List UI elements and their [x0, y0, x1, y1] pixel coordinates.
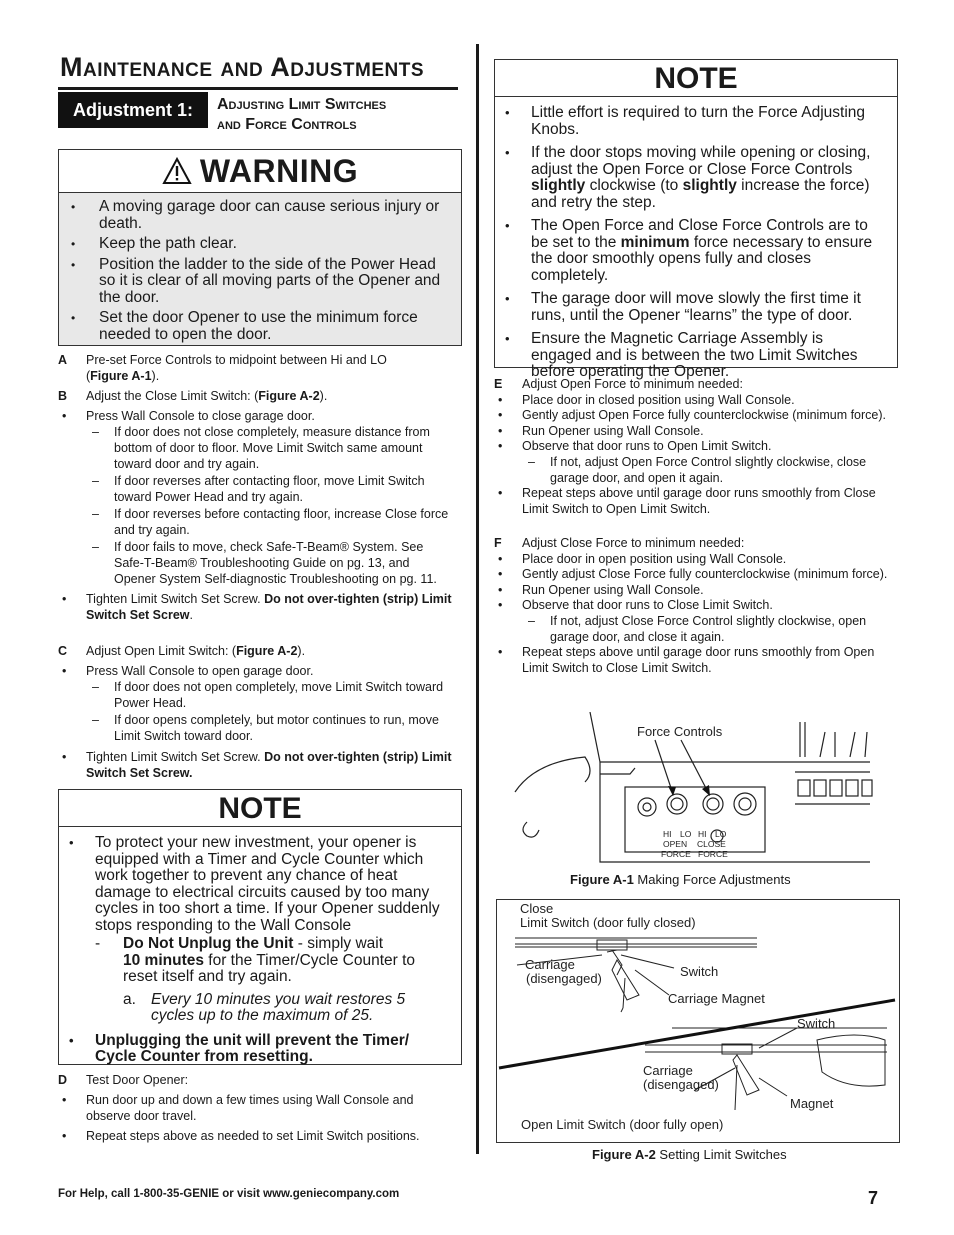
step-e — [494, 377, 889, 517]
note-text: force necessary to ensure the door smoothly opens fully and closes completely. — [531, 233, 873, 284]
bullet-bold: Do not over-tighten (strip) Limit Switch Set Screw — [86, 592, 452, 622]
adjustment-title — [217, 95, 386, 135]
warning-header — [59, 150, 461, 193]
figure-number: Figure A-2 — [592, 1147, 656, 1162]
figure-ref: Figure A-1 — [90, 369, 152, 383]
close-limit-label: Close — [520, 901, 554, 916]
switch-label: Switch — [680, 964, 719, 979]
note-box-left — [58, 789, 462, 1065]
step-letter: B — [58, 389, 68, 403]
step-f-bullet: • Place door in open position using Wall Console. — [522, 552, 889, 568]
note-bold: 10 minutes — [123, 951, 204, 969]
warning-title: WARNING — [199, 152, 359, 189]
step-c — [58, 643, 453, 781]
note-text: increase the force) and retry the step. — [531, 177, 870, 211]
step-f-bullet: • Run Opener using Wall Console. — [522, 583, 889, 599]
step-letter: E — [494, 377, 503, 391]
page-number: 7 — [868, 1188, 879, 1208]
warning-item: • A moving garage door can cause serious injury or death. — [99, 199, 451, 232]
figure-caption-text: Setting Limit Switches — [655, 1147, 787, 1162]
step-f-bullet: • Observe that door runs to Close Limit Switch. — [522, 598, 889, 614]
warning-item: • Position the ladder to the side of the Power Head so it is clear of all moving parts of the Opener and the door. — [99, 257, 451, 307]
step-b-bullet — [86, 591, 453, 623]
step-c-bullet — [86, 749, 453, 781]
adjustment-badge: Adjustment 1: — [58, 92, 208, 128]
note-bold: slightly — [682, 177, 737, 194]
bullet-text: Tighten Limit Switch Set Screw. — [86, 750, 265, 764]
note-bold: minimum — [620, 233, 690, 251]
step-e-bullet: • Repeat steps above until garage door runs smoothly from Close Limit Switch to Open Limit Switch. — [522, 486, 889, 517]
note-sub-text: Every 10 minutes you wait restores 5 cycles up to the maximum of 25. — [151, 990, 406, 1024]
note-item — [531, 218, 883, 284]
step-f-dash: – If not, adjust Close Force Control slightly clockwise, open garage door, and close it again. — [550, 614, 889, 645]
note-text: If the door stops moving while opening or closing, adjust the Open Force or Close Force Controls — [531, 144, 871, 178]
bullet-text: Tighten Limit Switch Set Screw. — [86, 592, 265, 606]
note-item: • Ensure the Magnetic Carriage Assembly is engaged and is between the two Limit Switches before operating the Opener. — [531, 331, 883, 381]
hi-label: HI — [698, 829, 707, 839]
note-bold: Do Not Unplug the Unit — [123, 935, 294, 952]
period: . — [189, 608, 193, 622]
step-d-bullet: • Run door up and down a few times using Wall Console and observe door travel. — [86, 1092, 453, 1124]
carriage-label: (disengaged) — [526, 971, 602, 986]
carriage-label: Carriage — [525, 957, 575, 972]
bullet-bold: Do not over-tighten (strip) Limit Switch Set Screw. — [86, 750, 452, 780]
note-item: • Unplugging the unit will prevent the Timer/ Cycle Counter from resetting. — [95, 1033, 447, 1066]
note-title: NOTE — [495, 60, 897, 97]
section-title: Maintenance and Adjustments — [60, 52, 424, 82]
open-force-label: FORCE — [661, 849, 691, 859]
warning-item: • Keep the path clear. — [99, 236, 451, 253]
note-item: • The garage door will move slowly the first time it runs, until the Opener “learns” the type of door. — [531, 291, 883, 324]
adjustment-title-line1: Adjusting Limit Switches — [217, 96, 387, 113]
step-letter: A — [58, 353, 68, 367]
step-e-bullet: • Observe that door runs to Open Limit Switch. — [522, 439, 889, 455]
step-b-bullet: • Press Wall Console to close garage door. — [86, 408, 453, 424]
figure-a2-caption — [592, 1147, 787, 1162]
note-text: clockwise (to — [585, 177, 683, 194]
paren: ). — [151, 369, 160, 383]
footer-help-text: For Help, call 1-800-35-GENIE or visit www.geniecompany.com — [58, 1188, 400, 1200]
carriage-label: Carriage — [643, 1063, 693, 1078]
note-bold: slightly — [531, 177, 586, 194]
close-limit-label: Limit Switch (door fully closed) — [520, 915, 696, 930]
note-text: for the Timer/Cycle Counter to reset itself and try again. — [123, 951, 416, 985]
warning-triangle-icon — [162, 157, 192, 185]
step-f — [494, 536, 889, 676]
paren: ). — [319, 389, 328, 403]
magnet-label: Magnet — [790, 1096, 834, 1111]
step-d-bullet: • Repeat steps above as needed to set Limit Switch positions. — [86, 1128, 453, 1144]
step-d-text: Test Door Opener: — [86, 1073, 189, 1087]
column-divider — [476, 44, 479, 1154]
warning-item: • Set the door Opener to use the minimum force needed to open the door. — [99, 310, 451, 343]
figure-ref: Figure A-2 — [236, 644, 298, 658]
dash: - — [95, 935, 101, 952]
limit-switch-illustration — [497, 900, 897, 1140]
step-letter: C — [58, 644, 68, 658]
step-b-dash: – If door fails to move, check Safe-T-Beam® System. See Safe-T-Beam® Troubleshooting Guide on pg. 13, and Opener System Self-diagnostic Troubleshooting on pg. 11. — [114, 539, 453, 587]
step-f-text: Adjust Close Force to minimum needed: — [522, 536, 745, 550]
lo-label: LO — [715, 829, 727, 839]
note-box-right — [494, 59, 898, 380]
force-controls-label: Force Controls — [637, 724, 723, 739]
carriage-label: (disengaged) — [643, 1077, 719, 1092]
note-item: • To protect your new investment, your opener is equipped with a Timer and Cycle Counter which work together to prevent any chance of heat damage to electrical circuits caused by too many cycles in too short a time. If your Opener suddenly stops responding to the Wall Console — [95, 835, 447, 934]
note-item — [531, 145, 883, 211]
sub-letter: a. — [123, 990, 136, 1008]
note-title: NOTE — [59, 790, 461, 827]
step-b-dash: – If door does not close completely, measure distance from bottom of door to floor. Move Limit Switch same amount toward door and try again. — [114, 424, 453, 472]
paren: ( — [86, 369, 91, 383]
close-force-label: FORCE — [698, 849, 728, 859]
step-b — [58, 388, 453, 623]
step-c-bullet: • Press Wall Console to open garage door. — [86, 663, 453, 679]
figure-ref: Figure A-2 — [258, 389, 320, 403]
note-dash-item — [95, 935, 447, 986]
figure-number: Figure A-1 — [570, 872, 634, 887]
title-rule — [58, 87, 458, 90]
step-a-text: Pre-set Force Controls to midpoint between Hi and LO — [86, 353, 387, 367]
warning-list — [59, 193, 461, 343]
switch-label: Switch — [797, 1016, 836, 1031]
lo-label: LO — [680, 829, 692, 839]
note-sub-item — [123, 990, 447, 1025]
step-c-text: Adjust Open Limit Switch: ( — [86, 644, 237, 658]
step-a — [58, 352, 453, 384]
force-controls-illustration — [505, 712, 875, 867]
step-c-dash: – If door does not open completely, move Limit Switch toward Power Head. — [114, 679, 453, 711]
step-e-dash: – If not, adjust Open Force Control slightly clockwise, close garage door, and open it again. — [550, 455, 889, 486]
figure-caption-text: Making Force Adjustments — [633, 872, 791, 887]
step-b-dash: – If door reverses after contacting floor, move Limit Switch toward Power Head and try again. — [114, 473, 453, 505]
step-e-text: Adjust Open Force to minimum needed: — [522, 377, 743, 391]
warning-box — [58, 149, 462, 346]
note-text: - simply wait — [293, 935, 384, 952]
step-letter: F — [494, 536, 502, 550]
figure-a1-caption — [570, 872, 791, 887]
open-limit-label: Open Limit Switch (door fully open) — [521, 1117, 724, 1132]
step-d — [58, 1072, 453, 1144]
carriage-magnet-label: Carriage Magnet — [668, 991, 765, 1006]
paren: ). — [297, 644, 306, 658]
step-f-bullet: • Gently adjust Close Force fully counterclockwise (minimum force). — [522, 567, 889, 583]
step-e-bullet: • Gently adjust Open Force fully counterclockwise (minimum force). — [522, 408, 889, 424]
step-f-bullet: • Repeat steps above until garage door runs smoothly from Open Limit Switch to Close Limit Switch. — [522, 645, 889, 676]
note-item: • Little effort is required to turn the Force Adjusting Knobs. — [531, 105, 883, 138]
adjustment-title-line2: and Force Controls — [217, 116, 357, 133]
note-text: The Open Force and Close Force Controls are to be set to the — [531, 217, 868, 251]
hi-label: HI — [663, 829, 672, 839]
step-c-dash: – If door opens completely, but motor continues to run, move Limit Switch toward door. — [114, 712, 453, 744]
step-b-dash: – If door reverses before contacting floor, increase Close force and try again. — [114, 506, 453, 538]
close-force-label: CLOSE — [697, 839, 726, 849]
step-b-text: Adjust the Close Limit Switch: ( — [86, 389, 259, 403]
step-e-bullet: • Run Opener using Wall Console. — [522, 424, 889, 440]
step-e-bullet: • Place door in closed position using Wall Console. — [522, 393, 889, 409]
open-force-label: OPEN — [663, 839, 688, 849]
step-letter: D — [58, 1073, 68, 1087]
